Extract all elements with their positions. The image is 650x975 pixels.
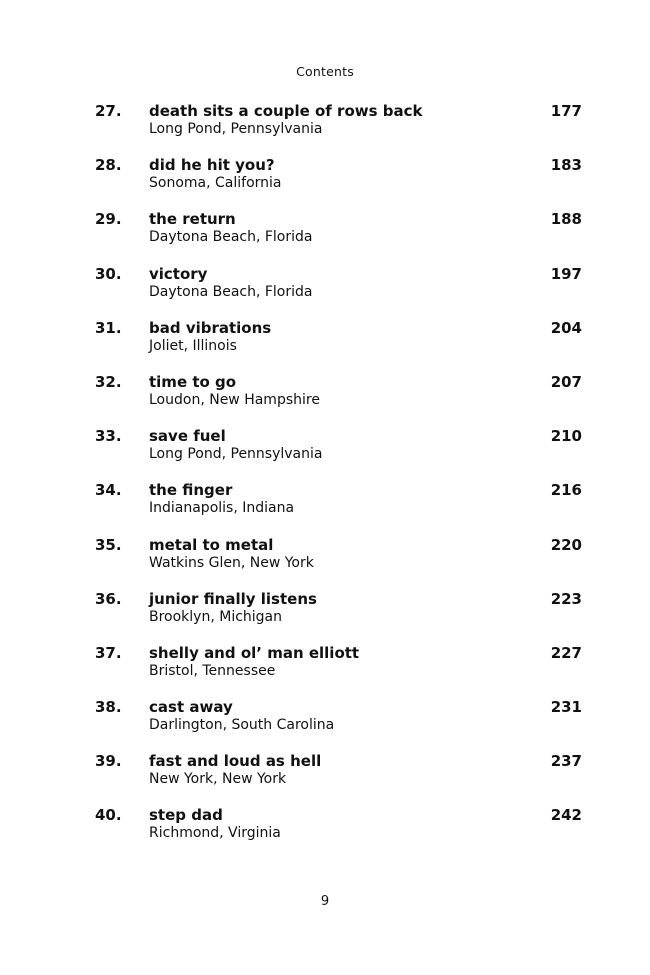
- toc-entry: [95, 698, 585, 752]
- toc-entry: [95, 373, 585, 427]
- chapter-page-number: 188: [550, 210, 582, 229]
- chapter-number: 33.: [95, 427, 122, 446]
- chapter-page-number: 220: [550, 535, 582, 554]
- chapter-location: Long Pond, Pennsylvania: [149, 121, 323, 137]
- toc-entry: [95, 752, 585, 806]
- chapter-page-number: 207: [550, 372, 582, 391]
- chapter-location: Long Pond, Pennsylvania: [149, 446, 323, 463]
- chapter-page-number: 177: [550, 102, 582, 120]
- chapter-number: 37.: [95, 643, 122, 662]
- toc-entry: [95, 427, 585, 481]
- chapter-location: Brooklyn, Michigan: [149, 608, 283, 625]
- chapter-page-number: 216: [550, 481, 582, 500]
- toc-entry: [95, 590, 585, 644]
- chapter-title: metal to metal: [149, 535, 274, 554]
- chapter-number: 29.: [95, 210, 122, 229]
- chapter-location: New York, New York: [149, 771, 287, 788]
- chapter-title: death sits a couple of rows back: [149, 102, 423, 120]
- toc-entry: [95, 644, 585, 698]
- chapter-title: victory: [149, 264, 208, 283]
- chapter-title: cast away: [149, 698, 233, 717]
- chapter-number: 30.: [95, 264, 122, 283]
- chapter-location: Richmond, Virginia: [149, 825, 281, 842]
- toc-entry: [95, 319, 585, 373]
- toc-entry: [95, 806, 585, 860]
- chapter-number: 40.: [95, 806, 122, 825]
- chapter-location: Bristol, Tennessee: [149, 662, 276, 679]
- toc-entry: [95, 210, 585, 264]
- chapter-number: 27.: [95, 102, 122, 120]
- table-of-contents: [95, 102, 585, 861]
- chapter-number: 34.: [95, 481, 122, 500]
- toc-entry: [95, 265, 585, 319]
- chapter-location: Daytona Beach, Florida: [149, 229, 313, 246]
- chapter-page-number: 223: [550, 589, 582, 608]
- chapter-location: Darlington, South Carolina: [149, 717, 335, 734]
- chapter-number: 28.: [95, 156, 122, 175]
- chapter-title: step dad: [149, 806, 223, 825]
- chapter-location: Joliet, Illinois: [149, 337, 237, 354]
- chapter-title: did he hit you?: [149, 156, 275, 175]
- chapter-number: 35.: [95, 535, 122, 554]
- chapter-number: 31.: [95, 318, 122, 337]
- chapter-number: 36.: [95, 589, 122, 608]
- chapter-number: 39.: [95, 752, 122, 771]
- chapter-page-number: 210: [550, 427, 582, 446]
- page-number: 9: [320, 894, 330, 909]
- chapter-location: Loudon, New Hampshire: [149, 391, 320, 408]
- chapter-title: time to go: [149, 372, 237, 391]
- chapter-page-number: 237: [550, 752, 582, 771]
- chapter-page-number: 231: [550, 698, 582, 717]
- chapter-title: the return: [149, 210, 236, 229]
- chapter-page-number: 197: [550, 264, 582, 283]
- chapter-number: 32.: [95, 372, 122, 391]
- toc-entry: [95, 102, 585, 156]
- running-head: Contents: [296, 64, 354, 79]
- chapter-title: junior finally listens: [149, 589, 317, 608]
- chapter-title: the finger: [149, 481, 233, 500]
- toc-entry: [95, 156, 585, 210]
- chapter-page-number: 204: [550, 318, 582, 337]
- chapter-title: fast and loud as hell: [149, 752, 322, 771]
- chapter-location: Watkins Glen, New York: [149, 554, 314, 571]
- chapter-title: shelly and ol’ man elliott: [149, 643, 360, 662]
- chapter-location: Indianapolis, Indiana: [149, 500, 295, 517]
- toc-entry: [95, 481, 585, 535]
- chapter-page-number: 242: [550, 806, 582, 825]
- chapter-location: Daytona Beach, Florida: [149, 283, 313, 300]
- chapter-title: bad vibrations: [149, 318, 272, 337]
- chapter-page-number: 227: [550, 643, 582, 662]
- chapter-number: 38.: [95, 698, 122, 717]
- chapter-location: Sonoma, California: [149, 175, 282, 192]
- chapter-page-number: 183: [550, 156, 582, 175]
- chapter-title: save fuel: [149, 427, 226, 446]
- toc-entry: [95, 536, 585, 590]
